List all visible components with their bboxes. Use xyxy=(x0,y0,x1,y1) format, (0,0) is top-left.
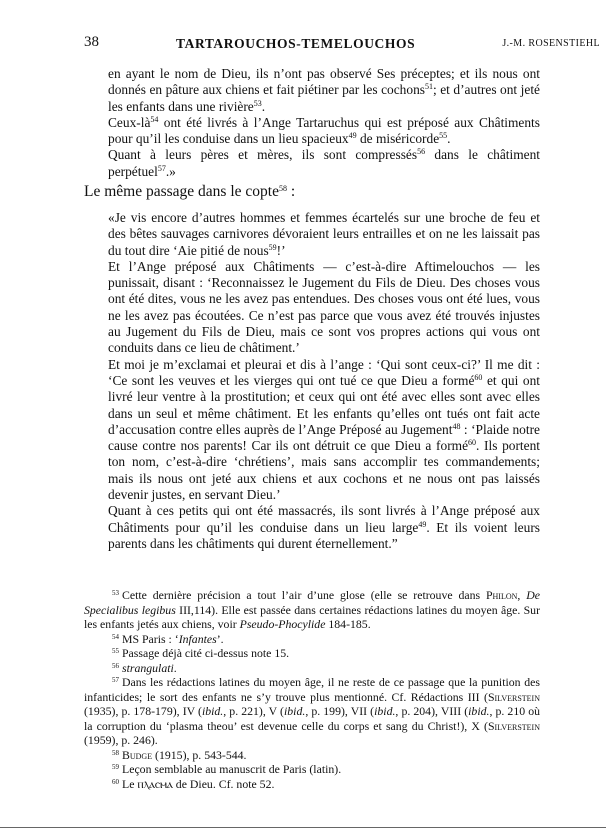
footnote: $^{56}$ strangulati. xyxy=(112,660,177,675)
footnote-ref: 54 xyxy=(150,114,159,124)
paragraph: «Je vis encore d’autres hommes et femmes écartelés sur une broche de feu et des bêtes sauvages carnivores dévoraient leurs entrailles et on ne les laissait pas du tout dire ‘Aie pitié de nous$^{59}$!’ xyxy=(108,210,540,258)
footnote-ref: 57 xyxy=(157,163,166,173)
footnote-ref: 56 xyxy=(417,147,426,157)
running-title: TARTAROUCHOS-TEMELOUCHOS xyxy=(176,36,416,51)
footnote-ref: 55 xyxy=(439,131,448,141)
footnote-ref: 49 xyxy=(418,519,427,529)
page-number: 38 xyxy=(84,34,99,50)
footnote: $^{58}$ Budge (1915), p. 543-544. xyxy=(112,747,247,762)
footnote-ref: 59 xyxy=(268,242,277,252)
footnote: $^{54}$ MS Paris : ‘Infantes’. xyxy=(112,631,224,646)
running-header xyxy=(84,34,606,54)
quotation-latin xyxy=(108,66,540,180)
section-heading: Le même passage dans le copte$^{58}$ : xyxy=(84,183,296,200)
paragraph: Et moi je m’exclamai et pleurai et dis à l’ange : ‘Qui sont ceux-ci?’ Il me dit : ‘Ce sont les veuves et les vierges qui ont tué ce que Dieu a formé$^{60}$ et qui ont livré leur ventre à la prostitution; et ceux qui ont été avec elles sont avec elles dans un seul et même châtiment. Et les enfants qu’elles ont tués ont fait acte d’accusation contre elles auprès de l’Ange Préposé au Jugement$^{48}$ : ‘Plaide notre cause contre nos parents! Car ils ont détruit ce que Dieu a formé$^{60}$. Ils portent ton nom, c’est-à-dire ‘chrétiens’, mais sans accomplir tes commandements; mais ils nous ont jeté aux chiens et aux cochons et ne nous ont pas laissés devenir justes, en servant Dieu.’ xyxy=(108,356,540,503)
footnote-ref: 53 xyxy=(253,98,262,108)
footnote: $^{53}$ Cette dernière précision a tout l’air d’une glose (elle se retrouve dans Philon, De Specialibus legibus III,114). Elle est passée dans certaines rédactions latines du moyen âge. Sur les enfants jetés aux chiens, voir Pseudo-Phocylide 184-185. xyxy=(84,588,541,631)
paragraph: Et l’Ange préposé aux Châtiments — c’est-à-dire Aftimelouchos — les punissait, disant : ‘Reconnaissez le Jugement du Fils de Dieu. Des choses vous ont été dites, vous ne les avez pas entendues. Des choses vous ont été lues, vous ne les avez pas écoutées. Ce n’est pas parce que vous avez été trouvés injustes au Jugement du Fils de Dieu, mais ce sont vos propres actions qui vous ont conduits dans ce lieu de châtiment.’ xyxy=(108,258,540,356)
paragraph: Ceux-$là^{54}$ ont été livrés à l’Ange Tartaruchus qui est préposé aux Châtiments pour qu’il les conduise dans un lieu spacieux$^{49}$ de miséricorde$^{55}$. xyxy=(108,114,540,147)
footnote: $^{60}$ Le ⲡⲗⲁⲥⲙⲁ de Dieu. Cf. note 52. xyxy=(112,776,275,791)
footnote: $^{55}$ Passage déjà cité ci-dessus note 15. xyxy=(112,646,290,660)
footnote-ref: 51 xyxy=(424,82,433,92)
footnote-ref: 60 xyxy=(468,438,477,448)
footnote: $^{59}$ Leçon semblable au manuscrit de Paris (latin). xyxy=(112,762,342,776)
footnote-ref: 60 xyxy=(474,372,483,382)
footnotes xyxy=(84,588,540,791)
running-author: J.-M. ROSENSTIEHL xyxy=(502,38,600,49)
paragraph: Quant à ces petits qui ont été massacrés, ils sont livrés à l’Ange préposé aux Châtiments pour qu’il les conduise dans un lieu large$^{49}$. Et ils voient leurs parents dans les châtiments qui durent éternellement.” xyxy=(108,503,540,551)
footnote-ref: 58 xyxy=(278,184,287,193)
quotation-coptic xyxy=(108,210,540,552)
paragraph: Quant à leurs pères et mères, ils sont compressés$^{56}$ dans le châtiment perpétuel$^{57}$.» xyxy=(108,147,540,179)
footnote: $^{57}$ Dans les rédactions latines du moyen âge, il ne reste de ce passage que la punition des infanticides; le sort des enfants ne s’y trouve plus mentionné. Cf. Rédactions III (Silverstein (1935), p. 178-179), IV (ibid., p. 221), V (ibid., p. 199), VII (ibid., p. 204), VIII (ibid., p. 210 où la corruption du ‘plasma theou’ est devenue celle du corps et sang du Christ!), X (Silverstein (1959), p. 246). xyxy=(84,675,541,747)
footnote-ref: 49 xyxy=(348,131,357,141)
page-edge-line xyxy=(0,827,606,828)
coptic-word: ⲡⲗⲁⲥⲙⲁ xyxy=(137,776,173,791)
footnote-ref: 48 xyxy=(452,421,461,431)
paragraph: en ayant le nom de Dieu, ils n’ont pas observé Ses préceptes; et ils nous ont donnés en pâture aux chiens et fait piétiner par les cochons$^{51}$; et d’autres ont jeté les enfants dans une rivière$^{53}$. xyxy=(108,66,540,114)
